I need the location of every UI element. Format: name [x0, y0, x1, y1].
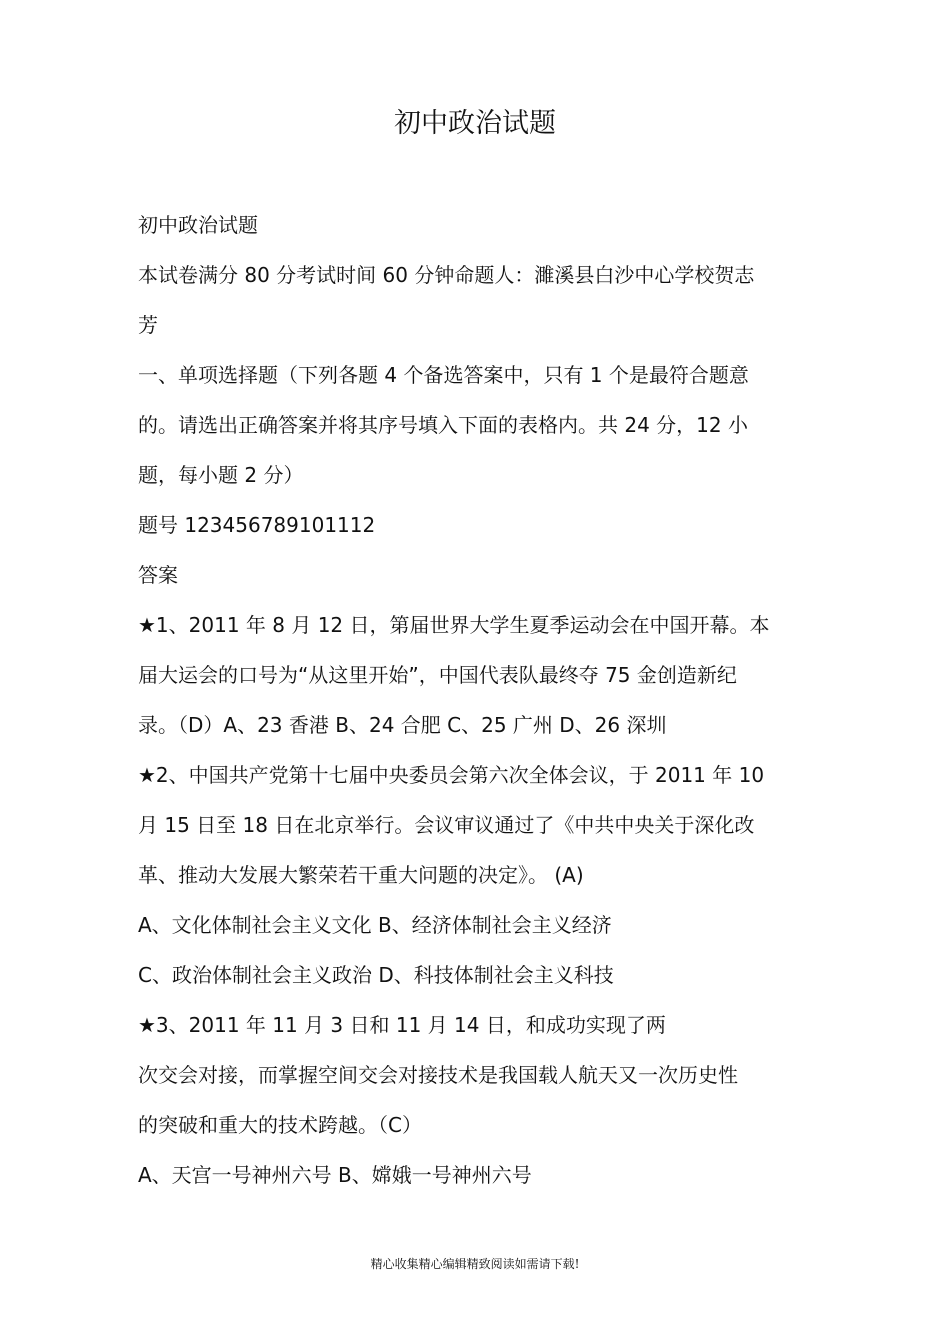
- body-line: 一、单项选择题（下列各题 4 个备选答案中，只有 1 个是最符合题意: [138, 363, 749, 387]
- body-line: 题，每小题 2 分）: [138, 463, 304, 487]
- body-line: 答案: [138, 563, 178, 587]
- question-line: 录。（D）A、23 香港 B、24 合肥 C、25 广州 D、26 深圳: [138, 713, 667, 737]
- option-line: A、天宫一号神州六号 B、嫦娥一号神州六号: [138, 1163, 532, 1187]
- option-line: A、文化体制社会主义文化 B、经济体制社会主义经济: [138, 913, 612, 937]
- question-line: 月 15 日至 18 日在北京举行。会议审议通过了《中共中央关于深化改: [138, 813, 755, 837]
- body-line: 本试卷满分 80 分考试时间 60 分钟命题人：濉溪县白沙中心学校贺志: [138, 263, 755, 287]
- question-line: 次交会对接，而掌握空间交会对接技术是我国载人航天又一次历史性: [138, 1063, 738, 1087]
- page-title: 初中政治试题: [394, 108, 556, 139]
- option-line: C、政治体制社会主义政治 D、科技体制社会主义科技: [138, 963, 614, 987]
- question-line: 的突破和重大的技术跨越。（C）: [138, 1113, 422, 1137]
- document-body: [138, 200, 828, 1200]
- question-line: ★2、中国共产党第十七届中央委员会第六次全体会议，于 2011 年 10: [138, 763, 765, 787]
- body-line: 的。请选出正确答案并将其序号填入下面的表格内。共 24 分，12 小: [138, 413, 748, 437]
- body-line: 题号 123456789101112: [138, 513, 376, 537]
- question-line: 革、推动大发展大繁荣若干重大问题的决定》。 (A): [138, 863, 584, 887]
- question-line: ★1、2011 年 8 月 12 日，第届世界大学生夏季运动会在中国开幕。本: [138, 613, 770, 637]
- question-line: ★3、2011 年 11 月 3 日和 11 月 14 日，和成功实现了两: [138, 1013, 666, 1037]
- page-footer: 精心收集精心编辑精致阅读如需请下载!: [370, 1257, 580, 1271]
- body-line: 初中政治试题: [138, 213, 258, 237]
- body-line: 芳: [138, 313, 158, 337]
- question-line: 届大运会的口号为“从这里开始”，中国代表队最终夺 75 金创造新纪: [138, 663, 737, 687]
